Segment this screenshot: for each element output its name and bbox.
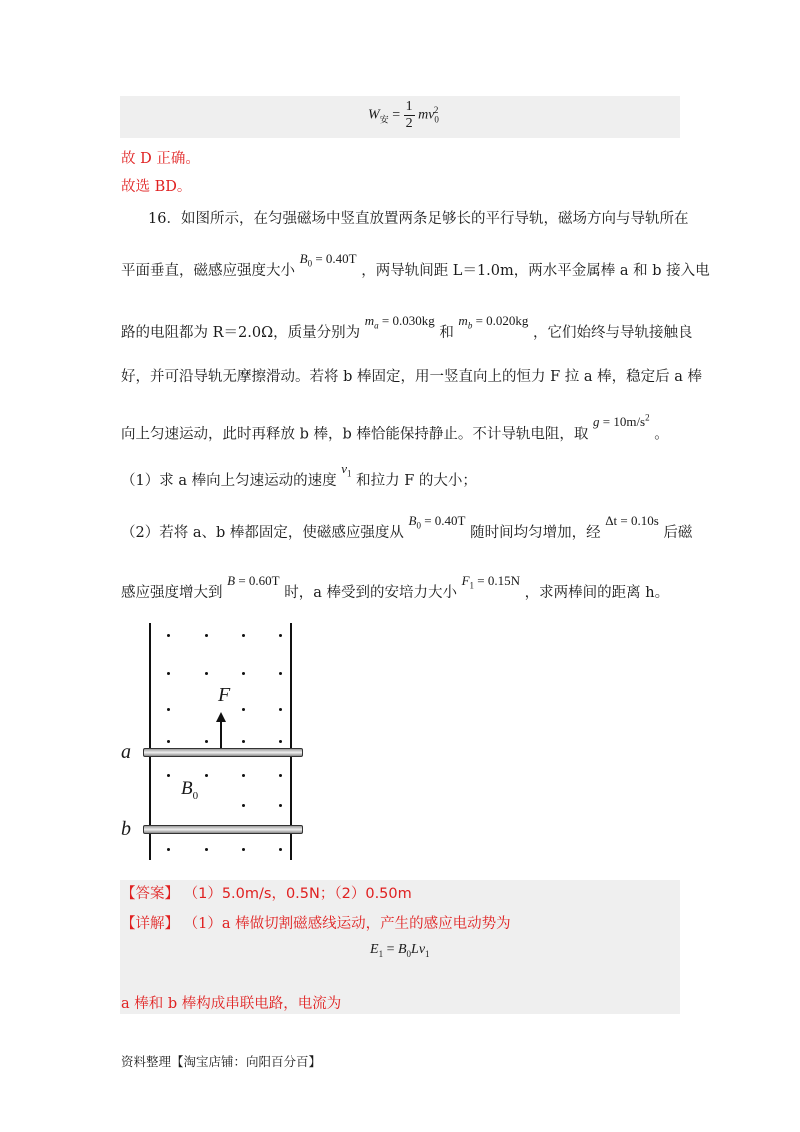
rod-a bbox=[143, 748, 303, 757]
force-arrowhead bbox=[216, 712, 226, 722]
v1-symbol: $v_1$ bbox=[341, 461, 352, 479]
question-16-line1: 16．如图所示，在匀强磁场中竖直放置两条足够长的平行导轨，磁场方向与导轨所在 bbox=[148, 211, 689, 227]
field-dot bbox=[242, 634, 245, 637]
field-dot bbox=[242, 740, 245, 743]
field-dot bbox=[167, 848, 170, 851]
field-dot bbox=[242, 708, 245, 711]
question-16-part1: （1）求 a 棒向上匀速运动的速度 $v_1$ 和拉力 F 的大小； bbox=[121, 461, 477, 489]
question-16-line3: 路的电阻都为 R＝2.0Ω，质量分别为 $m_a = 0.030kg$ 和 $m_b = 0.020kg$ ，它们始终与导轨接触良 bbox=[121, 313, 693, 341]
label-f: F bbox=[218, 684, 231, 706]
g-equation: $g = 10m/s^2$ bbox=[593, 413, 650, 430]
field-dot bbox=[279, 804, 282, 807]
field-dot bbox=[167, 774, 170, 777]
question-16-line4: 好，并可沿导轨无摩擦滑动。若将 b 棒固定，用一竖直向上的恒力 F 拉 a 棒，稳定后 a 棒 bbox=[121, 369, 703, 385]
b0-equation: $B_0 = 0.40T$ bbox=[299, 251, 357, 269]
footer-source: 资料整理【淘宝店铺：向阳百分百】 bbox=[121, 1054, 322, 1069]
conclusion-bd: 故选 BD。 bbox=[121, 179, 192, 195]
answer-tag: 【答案】 bbox=[121, 886, 179, 902]
question-16-line8: 感应强度增大到 B = 0.60T 时，a 棒受到的安培力大小 $F_1 = 0.15N$ ，求两棒间的距离 h。 bbox=[121, 573, 670, 601]
label-b: b bbox=[121, 818, 131, 840]
detail-text: （1）a 棒做切割磁感线运动，产生的感应电动势为 bbox=[183, 916, 511, 932]
field-dot bbox=[205, 848, 208, 851]
label-a: a bbox=[121, 741, 131, 763]
series-circuit-line: a 棒和 b 棒构成串联电路，电流为 bbox=[121, 996, 342, 1012]
field-dot bbox=[242, 848, 245, 851]
field-dot bbox=[242, 774, 245, 777]
field-dot bbox=[167, 708, 170, 711]
field-dot bbox=[279, 672, 282, 675]
answer-line bbox=[121, 883, 412, 905]
field-dot bbox=[279, 848, 282, 851]
field-dot bbox=[167, 740, 170, 743]
dt-equation: Δt = 0.10s bbox=[605, 513, 659, 528]
field-dot bbox=[205, 740, 208, 743]
field-dot bbox=[205, 672, 208, 675]
field-dot bbox=[242, 804, 245, 807]
label-b0: $B_0$ bbox=[181, 778, 199, 802]
emf-equation: $E_1 = B_0Lv_1$ bbox=[370, 942, 430, 959]
force-arrow bbox=[220, 718, 222, 748]
detail-line bbox=[121, 913, 511, 935]
mb-equation: $m_b = 0.020kg$ bbox=[458, 313, 529, 331]
b0-equation-2: $B_0 = 0.40T$ bbox=[408, 513, 466, 531]
question-16-part2: （2）若将 a、b 棒都固定，使磁感应强度从 $B_0 = 0.40T$ 随时间均匀增加，经 Δt = 0.10s 后磁 bbox=[121, 513, 693, 541]
field-dot bbox=[167, 634, 170, 637]
f1-equation: $F_1 = 0.15N$ bbox=[461, 573, 521, 591]
field-dot bbox=[205, 634, 208, 637]
question-16-line5: 向上匀速运动，此时再释放 b 棒，b 棒恰能保持静止。不计导轨电阻，取 $g = 10m/s^2$ 。 bbox=[121, 413, 669, 443]
b-equation: B = 0.60T bbox=[227, 573, 280, 588]
ma-equation: $m_a = 0.030kg$ bbox=[364, 313, 435, 331]
rails-figure bbox=[115, 620, 315, 865]
field-dot bbox=[279, 708, 282, 711]
field-dot bbox=[279, 740, 282, 743]
work-equation: $W_安$ = $\frac{1}{2}$ $mv_0^2$ bbox=[368, 99, 439, 131]
question-16-line2: 平面垂直，磁感应强度大小 $B_0 = 0.40T$ ，两导轨间距 L＝1.0m，两水平金属棒 a 和 b 接入电 bbox=[121, 251, 710, 279]
field-dot bbox=[167, 672, 170, 675]
field-dot bbox=[279, 774, 282, 777]
conclusion-d: 故 D 正确。 bbox=[121, 151, 200, 167]
rod-b bbox=[143, 825, 303, 834]
field-dot bbox=[279, 634, 282, 637]
field-dot bbox=[205, 774, 208, 777]
answer-text: （1）5.0m/s，0.5N；（2）0.50m bbox=[183, 886, 412, 902]
detail-tag: 【详解】 bbox=[121, 916, 179, 932]
field-dot bbox=[242, 672, 245, 675]
